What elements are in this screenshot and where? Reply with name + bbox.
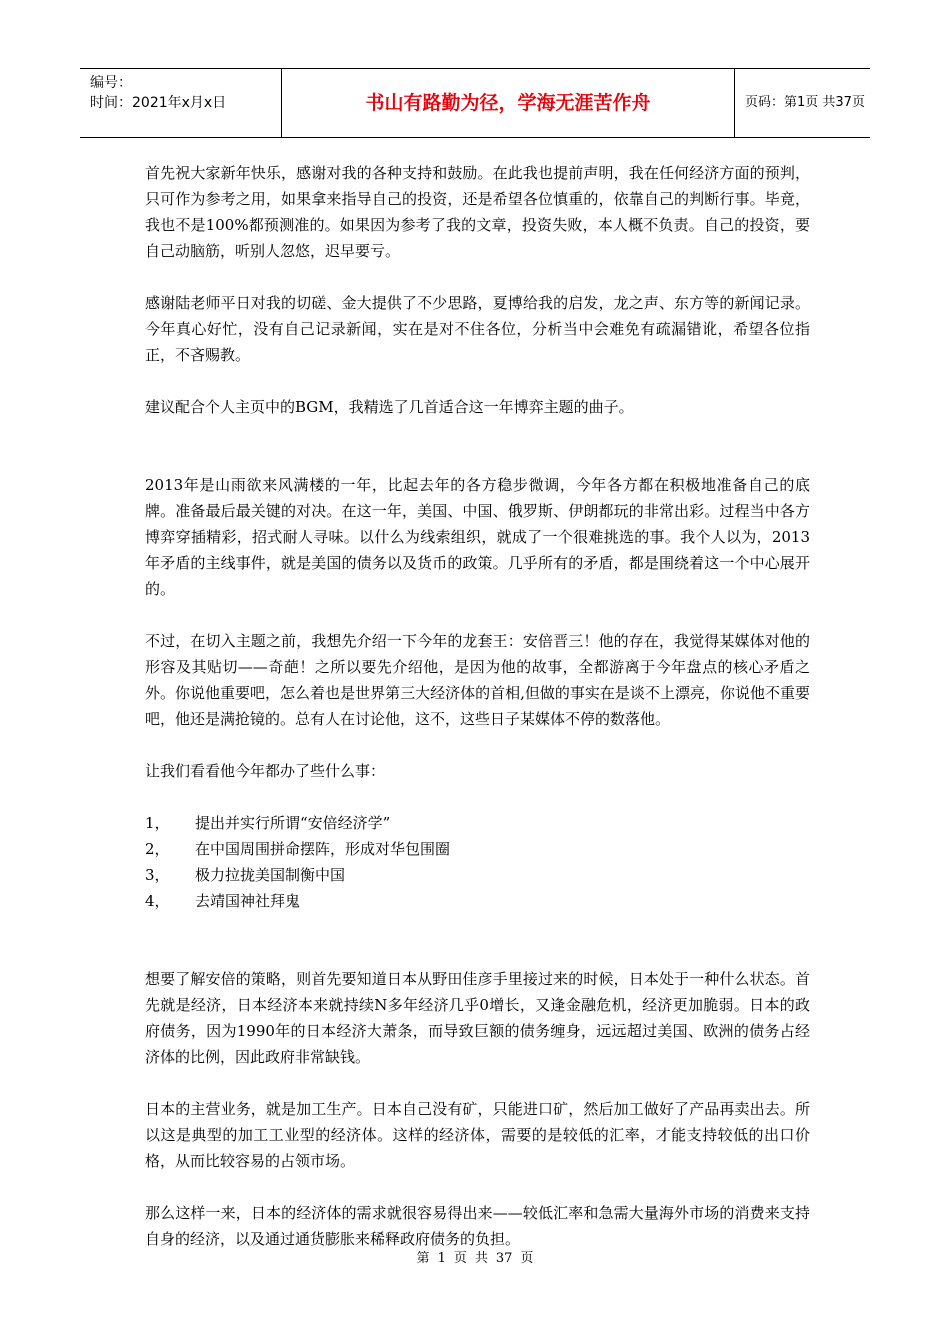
list-item-text: 极力拉拢美国制衡中国 [195,866,346,884]
paragraph-2013-overview: 2013年是山雨欲来风满楼的一年，比起去年的各方稳步微调，今年各方都在积极地准备自己的底牌。准备最后最关键的对决。在这一年，美国、中国、俄罗斯、伊朗都玩的非常出彩。过程当中各方博弈穿插精彩，招式耐人寻味。以什么为线索组织，就成了一个很难挑选的事。我个人以为，2013年矛盾的主线事件，就是美国的债务以及货币的政策。几乎所有的矛盾，都是围绕着这一个中心展开的。 [145,476,810,598]
footer-gong: 共 [474,1251,488,1266]
footer-ye2: 页 [520,1251,534,1266]
list-item-number: 1， [145,814,170,832]
page-footer [0,1247,950,1266]
paragraph-bgm: 建议配合个人主页中的BGM，我精选了几首适合这一年博弈主题的曲子。 [145,398,634,416]
paragraph-japan-state: 想要了解安倍的策略，则首先要知道日本从野田佳彦手里接过来的时候，日本处于一种什么状态。首先就是经济，日本经济本来就持续N多年经济几乎0增长，又逢金融危机，经济更加脆弱。日本的政府债务，因为1990年的日本经济大萧条，而导致巨额的债务缠身，远远超过美国、欧洲的债务占经济体的比例，因此政府非常缺钱。 [145,970,810,1066]
paragraph-greeting: 首先祝大家新年快乐，感谢对我的各种支持和鼓励。在此我也提前声明，我在任何经济方面的预判，只可作为参考之用，如果拿来指导自己的投资，还是希望各位慎重的，依靠自己的判断行事。毕竟，我也不是100%都预测准的。如果因为参考了我的文章，投资失败，本人概不负责。自己的投资，要自己动脑筋，听别人忽悠，迟早要亏。 [145,164,810,260]
document-time-label: 时间：2021年x月x日 [90,95,227,111]
page-header [80,68,870,138]
header-page-label: 页码：第1页 共37页 [745,95,865,110]
footer-di: 第 [416,1251,430,1266]
list-item-number: 3， [145,866,170,884]
list-item-number: 4， [145,892,170,910]
footer-total-pages: 37 [495,1251,513,1266]
list-item [145,862,810,888]
list-item-text: 提出并实行所谓“安倍经济学” [195,814,391,832]
header-motto: 书山有路勤为径，学海无涯苦作舟 [282,69,735,137]
paragraph-abe-intro: 不过，在切入主题之前，我想先介绍一下今年的龙套王：安倍晋三！他的存在，我觉得某媒体对他的形容及其贴切——奇葩！之所以要先介绍他，是因为他的故事，全都游离于今年盘点的核心矛盾之外。你说他重要吧，怎么着也是世界第三大经济体的首相,但做的事实在是谈不上漂亮，你说他不重要吧，他还是满抢镜的。总有人在讨论他，这不，这些日子某媒体不停的数落他。 [145,632,810,728]
list-item [145,810,810,836]
list-item-number: 2， [145,840,170,858]
list-item [145,836,810,862]
list-item-text: 在中国周围拼命摆阵，形成对华包围圈 [195,840,451,858]
footer-page-number: 1 [437,1251,446,1266]
footer-ye: 页 [453,1251,467,1266]
abe-actions-list [145,810,810,914]
paragraph-thanks: 感谢陆老师平日对我的切磋、金大提供了不少思路，夏博给我的启发，龙之声、东方等的新闻记录。今年真心好忙，没有自己记录新闻，实在是对不住各位，分析当中会难免有疏漏错讹，希望各位指正，不吝赐教。 [145,294,810,364]
list-item-text: 去靖国神社拜鬼 [195,892,301,910]
document-number-label: 编号： [90,75,132,91]
paragraph-japan-needs: 那么这样一来，日本的经济体的需求就很容易得出来——较低汇率和急需大量海外市场的消费来支持自身的经济，以及通过通货膨胀来稀释政府债务的负担。 [145,1204,810,1248]
document-body [145,160,810,1252]
paragraph-list-intro: 让我们看看他今年都办了些什么事： [145,762,386,780]
paragraph-japan-business: 日本的主营业务，就是加工生产。日本自己没有矿，只能进口矿，然后加工做好了产品再卖出去。所以这是典型的加工工业型的经济体。这样的经济体，需要的是较低的汇率，才能支持较低的出口价格，从而比较容易的占领市场。 [145,1100,810,1170]
header-info-cell [80,69,282,137]
list-item [145,888,810,914]
